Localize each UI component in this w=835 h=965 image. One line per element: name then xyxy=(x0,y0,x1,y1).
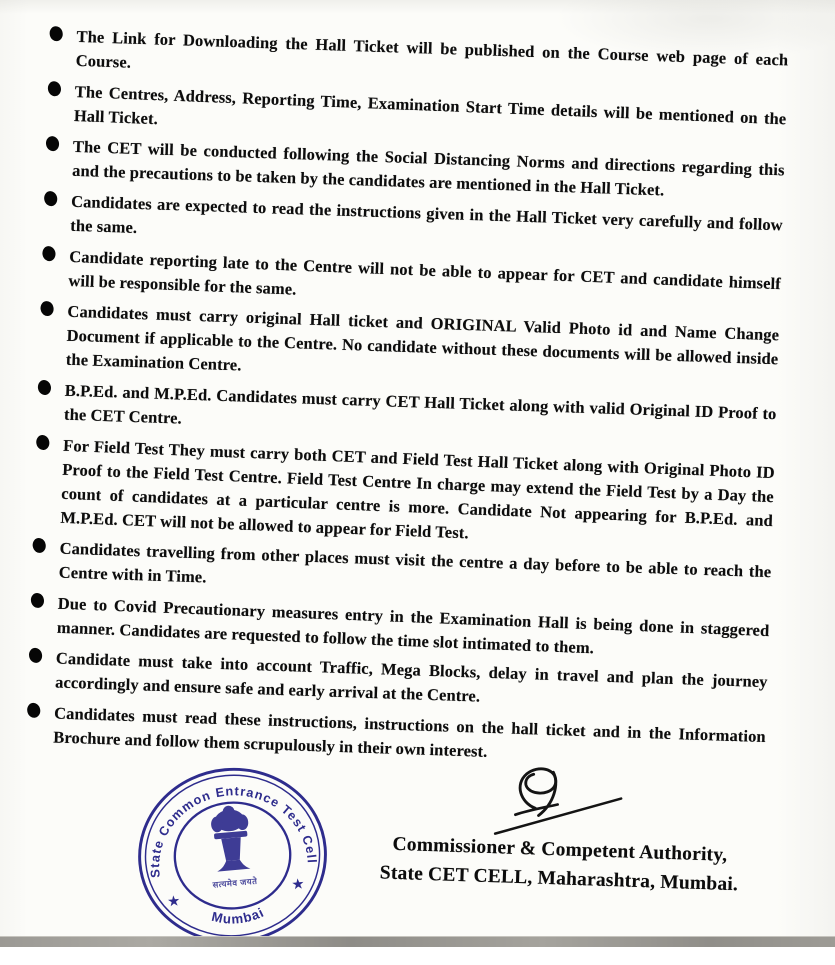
document-content xyxy=(20,24,810,964)
instruction-text: Due to Covid Precautionary measures entry in the Examination Hall is being done in staggered manner. Candidates are requested to follow the time slot intimated to them. xyxy=(56,593,770,658)
bullet-icon xyxy=(41,245,57,262)
star-icon: ★ xyxy=(166,893,182,911)
signature-block xyxy=(344,750,778,900)
signature-scribble xyxy=(465,754,638,842)
scan-edge-strip xyxy=(0,936,835,947)
bullet-icon xyxy=(48,25,64,42)
bullet-icon xyxy=(28,647,44,664)
bullet-icon xyxy=(37,379,53,396)
instruction-text: The Centres, Address, Reporting Time, Examination Start Time details will be mentioned on the Hall Ticket. xyxy=(73,82,787,129)
ashoka-emblem-icon xyxy=(210,804,253,872)
signature-underline-short xyxy=(515,803,557,816)
instruction-text: Candidates must carry original Hall ticket and ORIGINAL Valid Photo id and Name Change Document if applicable to the Centre. No candidate without these documents will be allowed inside the Examination Centre. xyxy=(65,301,780,375)
instruction-text: Candidates travelling from other places must visit the centre a day before to be able to reach the Centre with in Time. xyxy=(58,538,772,587)
instruction-list xyxy=(26,24,795,773)
official-seal-stamp xyxy=(132,761,334,949)
bullet-icon xyxy=(31,537,47,554)
instruction-text: B.P.Ed. and M.P.Ed. Candidates must carry CET Hall Ticket along with valid Original ID Proof to the CET Centre. xyxy=(63,380,777,428)
bullet-icon xyxy=(43,190,59,207)
instruction-text: The Link for Downloading the Hall Ticket will be published on the Course web page of each Course. xyxy=(75,26,789,72)
instruction-text: The CET will be conducted following the Social Distancing Norms and directions regarding this and the precautions to be taken by the candidates are mentioned in the Hall Ticket. xyxy=(71,136,785,200)
instruction-text: Candidate reporting late to the Centre will not be able to appear for CET and candidate himself will be responsible for the same. xyxy=(68,246,782,299)
bullet-icon xyxy=(39,300,55,317)
bullet-icon xyxy=(35,434,51,451)
instruction-text: Candidate must take into account Traffic, Mega Blocks, delay in travel and plan the journey accordingly and ensure safe and early arrival at the Centre. xyxy=(54,648,768,706)
instruction-text: Candidates must read these instructions, instructions on the hall ticket and in the Information Brochure and follow them scrupulously in their own interest. xyxy=(53,703,767,761)
bullet-icon xyxy=(45,135,61,152)
bullet-icon xyxy=(30,592,46,609)
signature-underline-long xyxy=(495,794,621,837)
seal-city-text: Mumbai xyxy=(210,904,267,927)
authority-title: Commissioner & Competent Authority, xyxy=(392,833,728,866)
seal-arc-text: State Common Entrance Test Cell xyxy=(147,783,320,879)
instruction-text: For Field Test They must carry both CET and Field Test Hall Ticket along with Original Photo ID Proof to the Field Test Centre. Field Test Centre In charge may extend the Field Test by a Day the count of candidates at a particular centre is more. Candidate Not appearing for B.P.Ed. and M.P.Ed. CET will not be allowed to appear for Field Test. xyxy=(60,435,776,543)
authority-org: State CET CELL, Maharashtra, Mumbai. xyxy=(379,862,739,896)
instruction-text: Candidates are expected to read the instructions given in the Hall Ticket very carefully and follow the same. xyxy=(70,191,784,237)
seal-motto: सत्यमेव जयते xyxy=(212,875,258,890)
bullet-icon xyxy=(47,80,63,97)
star-icon: ★ xyxy=(290,876,306,894)
bullet-icon xyxy=(26,702,42,719)
